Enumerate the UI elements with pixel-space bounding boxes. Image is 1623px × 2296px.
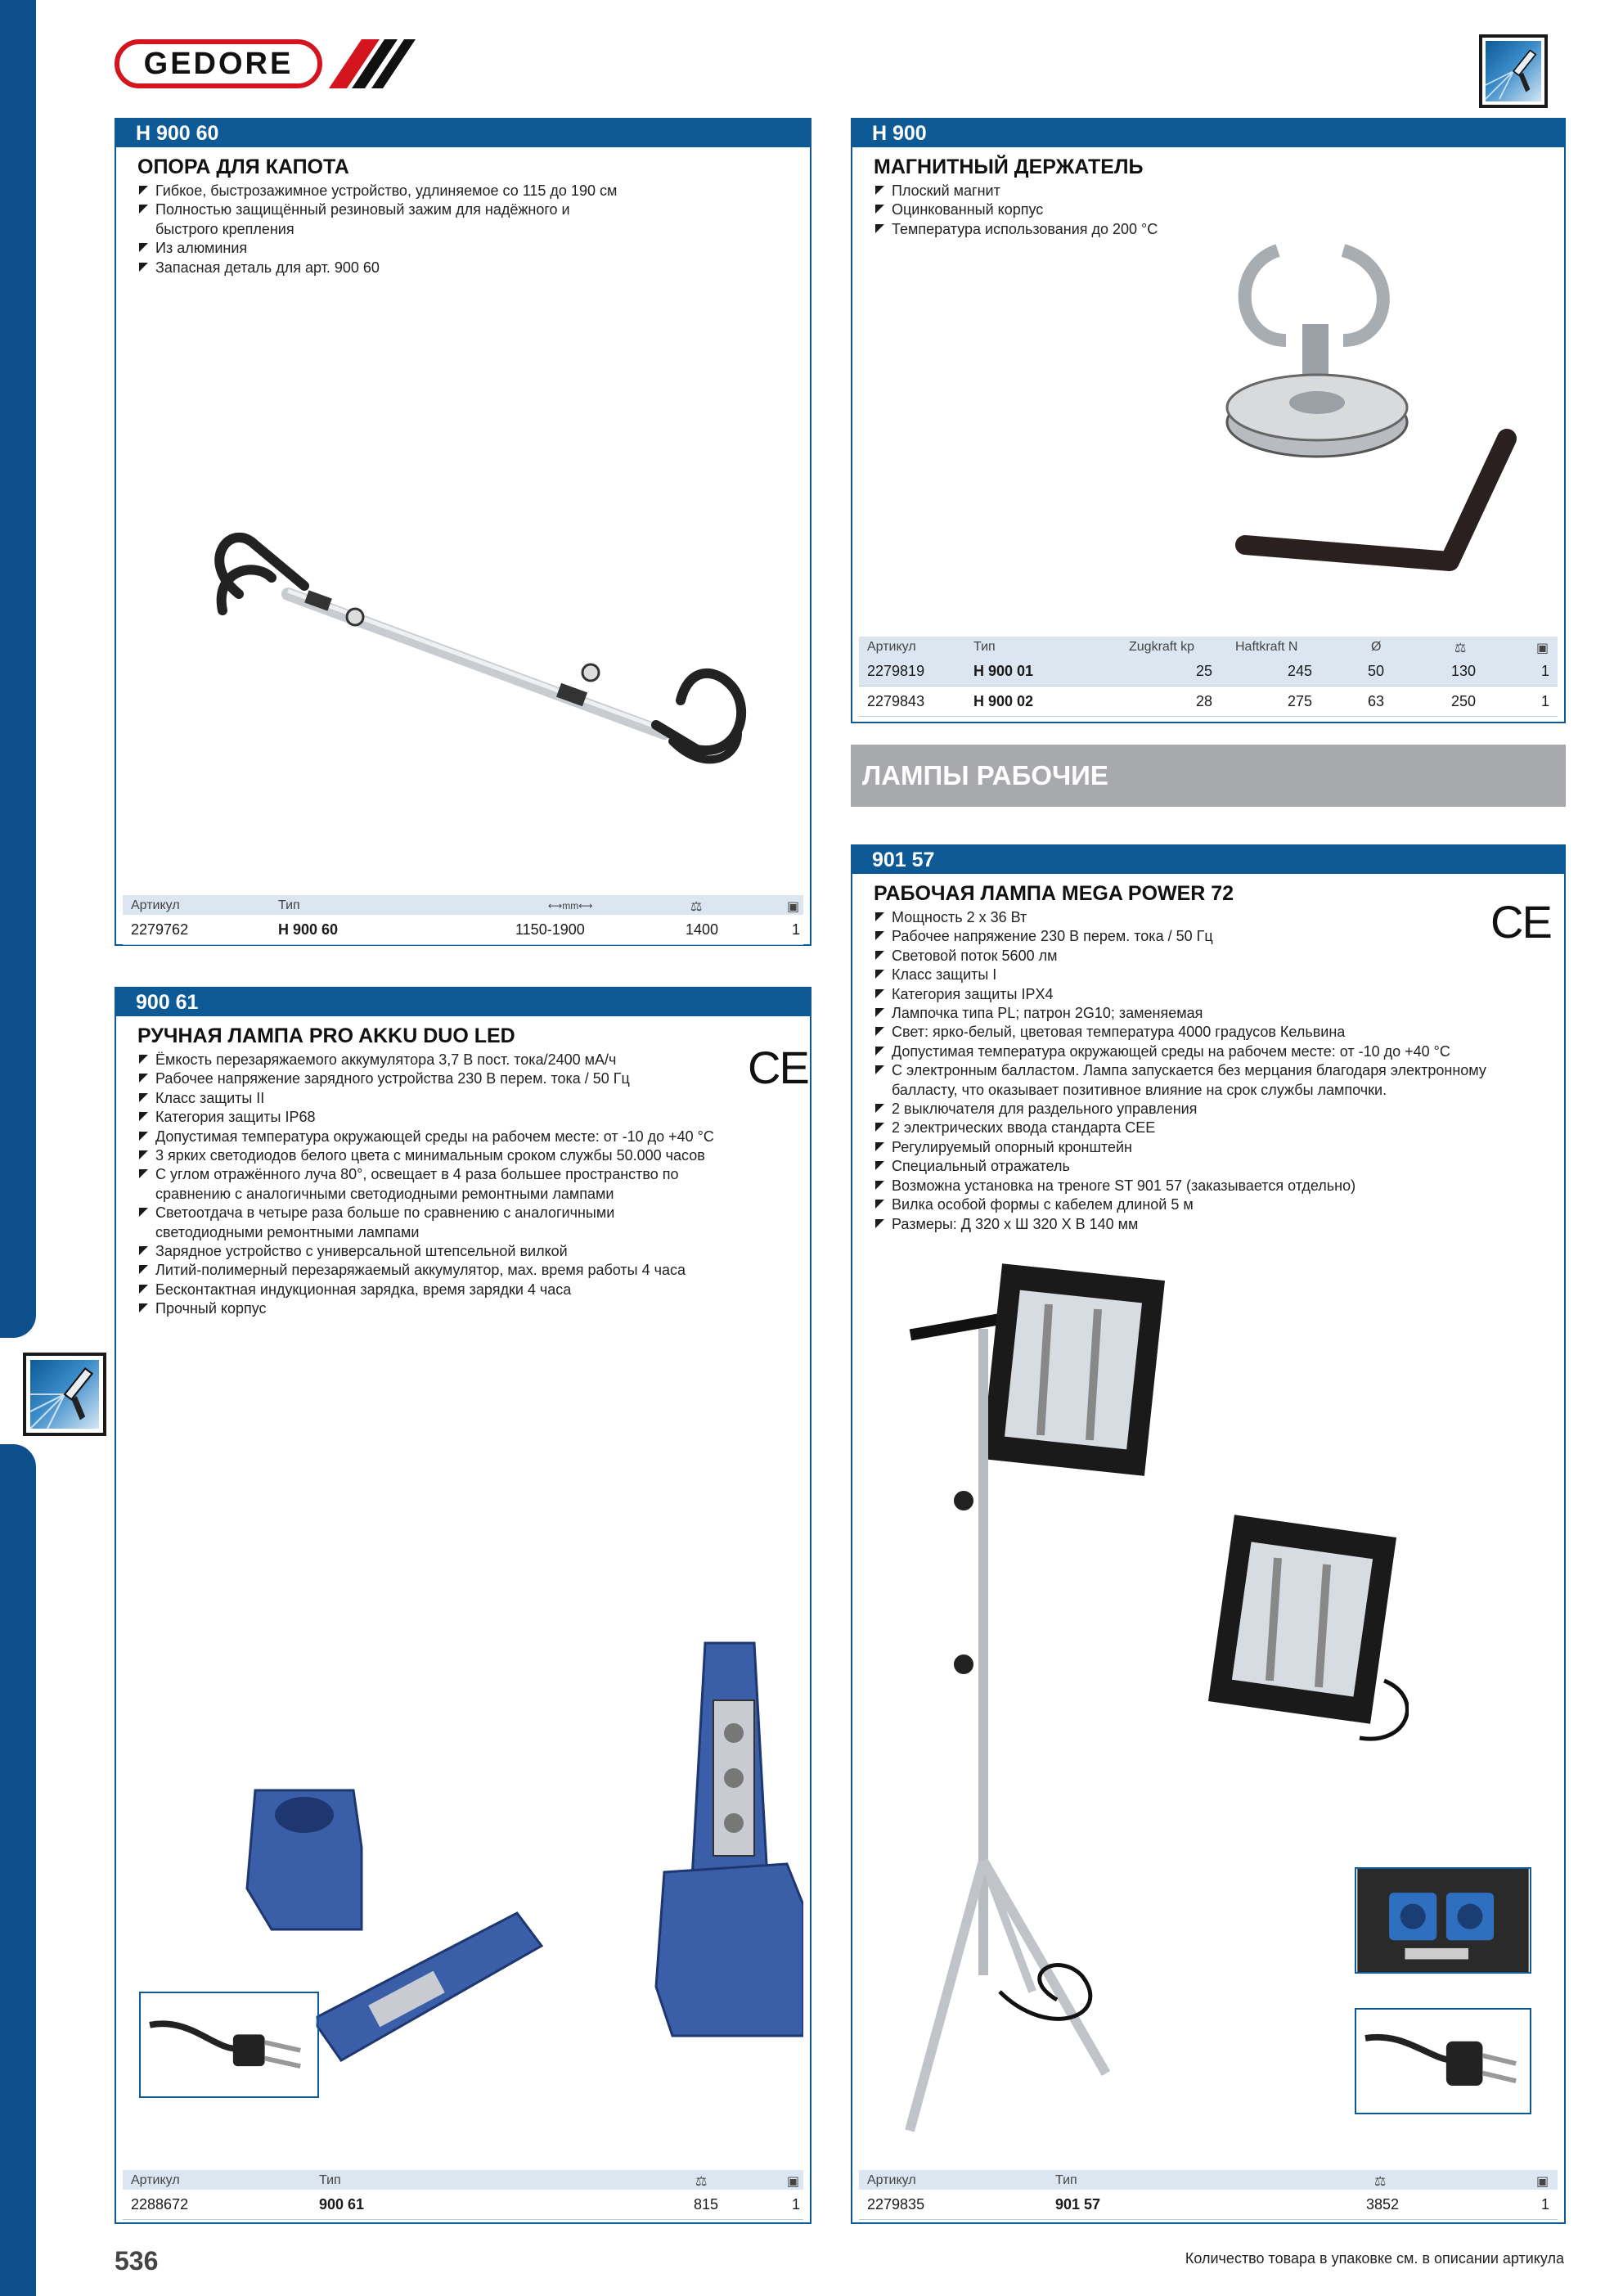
cell-diameter: 50 — [1368, 663, 1385, 679]
feature-item: Размеры: Д 320 х Ш 320 Х В 140 мм — [874, 1215, 1486, 1234]
feature-item: Ёмкость перезаряжаемого аккумулятора 3,7 В пост. тока/2400 мА/ч — [137, 1051, 714, 1069]
table-header — [123, 895, 803, 915]
panel-h-900-60 — [115, 118, 812, 946]
feature-item: Бесконтактная индукционная зарядка, время зарядки 4 часа — [137, 1281, 714, 1299]
panel-code: 900 61 — [116, 988, 810, 1016]
cell-weight: 815 — [694, 2196, 719, 2213]
panel-900-61 — [115, 987, 812, 2224]
cell-qty: 1 — [792, 921, 801, 938]
feature-item: Температура использования до 200 °C — [874, 220, 1158, 239]
feature-item: Регулируемый опорный кронштейн — [874, 1138, 1486, 1157]
feature-item-continued: сравнению с аналогичными светодиодными ремонтными лампами — [155, 1185, 614, 1202]
panel-title: МАГНИТНЫЙ ДЕРЖАТЕЛЬ — [874, 155, 1144, 178]
work-lamp-tripod-image — [901, 1255, 1409, 2155]
feature-item: Литий-полимерный перезаряжаемый аккумулятор, мах. время работы 4 часа — [137, 1261, 714, 1280]
table-row — [859, 2190, 1558, 2220]
col-article: Артикул — [867, 2173, 916, 2187]
feature-item: Мощность 2 х 36 Вт — [874, 908, 1486, 927]
cell-pull-force: 28 — [1196, 693, 1213, 709]
col-diameter: Ø — [1371, 640, 1382, 654]
table-row — [123, 2190, 803, 2220]
cell-hold-force: 245 — [1288, 663, 1313, 679]
scale-icon: ⚖ — [690, 900, 703, 914]
feature-item-continued: быстрого крепления — [155, 220, 294, 237]
panel-title: ОПОРА ДЛЯ КАПОТА — [137, 155, 349, 178]
article-table — [123, 895, 803, 945]
feature-item: 2 электрических ввода стандарта CEE — [874, 1119, 1486, 1137]
cell-type: 901 57 — [1055, 2196, 1101, 2213]
feature-list — [874, 908, 1486, 1234]
feature-item: Категория защиты IP68 — [137, 1108, 714, 1127]
col-pull-force: Zugkraft kp — [1129, 640, 1195, 654]
length-icon: ⟷mm⟷ — [548, 900, 593, 912]
article-table — [123, 2170, 803, 2220]
logo-slashes — [329, 39, 419, 88]
cell-article: 2279762 — [131, 921, 189, 938]
table-header — [859, 637, 1558, 656]
cell-weight: 250 — [1451, 693, 1477, 709]
scale-icon: ⚖ — [1454, 642, 1467, 655]
magnetic-holder-image — [1180, 201, 1556, 594]
cell-weight: 3852 — [1366, 2196, 1400, 2213]
scale-icon: ⚖ — [695, 2175, 708, 2189]
col-type: Тип — [319, 2173, 341, 2187]
feature-item-continued: светодиодными ремонтными лампами — [155, 1223, 420, 1240]
col-article: Артикул — [131, 2173, 180, 2187]
cell-qty: 1 — [1541, 663, 1550, 679]
ce-mark: CE — [1490, 896, 1551, 948]
scale-icon: ⚖ — [1374, 2175, 1387, 2189]
hood-support-image — [165, 512, 754, 790]
category-banner: ЛАМПЫ РАБОЧИЕ — [851, 745, 1566, 807]
feature-item: Специальный отражатель — [874, 1157, 1486, 1176]
work-lamp-category-icon — [23, 1353, 106, 1436]
cell-qty: 1 — [1541, 2196, 1550, 2213]
logo-text: GEDORE — [143, 46, 294, 81]
footer-note: Количество товара в упаковке см. в описании артикула — [1185, 2250, 1564, 2267]
col-type: Тип — [1055, 2173, 1077, 2187]
feature-item: Прочный корпус — [137, 1299, 714, 1318]
box-icon: ▣ — [1536, 2175, 1549, 2189]
feature-item-continued: балласту, что оказывает позитивное влияние на срок службы лампочки. — [892, 1081, 1387, 1098]
panel-title: РУЧНАЯ ЛАМПА PRO AKKU DUO LED — [137, 1024, 515, 1047]
feature-item: Допустимая температура окружающей среды на рабочем месте: от -10 до +40 °C — [137, 1128, 714, 1146]
feature-item: Полностью защищённый резиновый зажим для надёжного и — [137, 200, 617, 219]
ce-mark: CE — [748, 1042, 808, 1093]
cell-qty: 1 — [792, 2196, 801, 2213]
gedore-logo — [115, 36, 421, 92]
cell-diameter: 63 — [1368, 693, 1385, 709]
panel-h-900 — [851, 118, 1566, 723]
feature-item: Рабочее напряжение 230 В перем. тока / 50 Гц — [874, 927, 1486, 946]
panel-901-57 — [851, 844, 1566, 2224]
table-row — [123, 915, 803, 945]
table-header — [123, 2170, 803, 2190]
cell-type: H 900 01 — [973, 663, 1034, 679]
cell-qty: 1 — [1541, 693, 1550, 709]
cell-hold-force: 275 — [1288, 693, 1313, 709]
feature-item: Плоский магнит — [874, 182, 1158, 200]
feature-item: Возможна установка на треноге ST 901 57 (заказывается отдельно) — [874, 1177, 1486, 1195]
panel-code: H 900 — [852, 119, 1564, 147]
article-table — [859, 2170, 1558, 2220]
cell-weight: 1400 — [686, 921, 719, 938]
feature-item: Оцинкованный корпус — [874, 200, 1158, 219]
box-icon: ▣ — [787, 900, 800, 914]
cell-article: 2288672 — [131, 2196, 189, 2213]
feature-item: Запасная деталь для арт. 900 60 — [137, 259, 617, 277]
cell-type: H 900 60 — [278, 921, 339, 938]
cell-article: 2279835 — [867, 2196, 925, 2213]
plug-inset-image — [1355, 2008, 1531, 2114]
col-article: Артикул — [867, 640, 916, 654]
feature-item: Допустимая температура окружающей среды на рабочем месте: от -10 до +40 °C — [874, 1042, 1486, 1061]
feature-item: Гибкое, быстрозажимное устройство, удлиняемое со 115 до 190 см — [137, 182, 617, 200]
cell-type: 900 61 — [319, 2196, 365, 2213]
feature-item: Вилка особой формы с кабелем длиной 5 м — [874, 1195, 1486, 1214]
feature-item: Из алюминия — [137, 239, 617, 258]
table-header — [859, 2170, 1558, 2190]
cell-article: 2279819 — [867, 663, 925, 679]
feature-item: С электронным балластом. Лампа запускается без мерцания благодаря электронному — [874, 1061, 1486, 1080]
plug-inset-image — [139, 1992, 319, 2098]
cell-pull-force: 25 — [1196, 663, 1213, 679]
table-row — [859, 656, 1558, 687]
cell-length: 1150-1900 — [515, 921, 585, 938]
feature-list — [137, 1051, 714, 1319]
feature-item: Категория защиты IPX4 — [874, 985, 1486, 1004]
feature-list — [137, 182, 617, 277]
feature-item: Зарядное устройство с универсальной штепсельной вилкой — [137, 1242, 714, 1261]
panel-code: 901 57 — [852, 846, 1564, 874]
feature-item: С углом отражённого луча 80°, освещает в 4 раза большее пространство по — [137, 1165, 714, 1184]
panel-title: РАБОЧАЯ ЛАМПА MEGA POWER 72 — [874, 882, 1234, 905]
feature-item: Лампочка типа PL; патрон 2G10; заменяемая — [874, 1004, 1486, 1023]
article-table — [859, 637, 1558, 717]
cell-weight: 130 — [1451, 663, 1477, 679]
col-hold-force: Haftkraft N — [1235, 640, 1298, 654]
page-number: 536 — [115, 2246, 159, 2276]
feature-item: Световой поток 5600 лм — [874, 947, 1486, 966]
feature-list — [874, 182, 1158, 239]
col-type: Тип — [973, 640, 996, 654]
edge-tab-bottom — [0, 1444, 36, 2296]
panel-code: H 900 60 — [116, 119, 810, 147]
feature-item: Светоотдача в четыре раза больше по сравнению с аналогичными — [137, 1204, 714, 1222]
feature-item: 3 ярких светодиодов белого цвета с минимальным сроком службы 50.000 часов — [137, 1146, 714, 1165]
work-lamp-category-icon-top — [1479, 34, 1548, 108]
edge-tab-top — [0, 0, 36, 1338]
feature-item: Свет: ярко-белый, цветовая температура 4000 градусов Кельвина — [874, 1023, 1486, 1042]
socket-inset-image — [1355, 1867, 1531, 1974]
feature-item: Класс защиты II — [137, 1089, 714, 1108]
cell-article: 2279843 — [867, 693, 925, 709]
feature-item: Рабочее напряжение зарядного устройства 230 В перем. тока / 50 Гц — [137, 1069, 714, 1088]
table-row — [859, 687, 1558, 717]
box-icon: ▣ — [1536, 642, 1549, 655]
col-article: Артикул — [131, 898, 180, 912]
box-icon: ▣ — [787, 2175, 800, 2189]
cell-type: H 900 02 — [973, 693, 1034, 709]
col-type: Тип — [278, 898, 300, 912]
feature-item: 2 выключателя для раздельного управления — [874, 1100, 1486, 1119]
feature-item: Класс защиты I — [874, 966, 1486, 984]
